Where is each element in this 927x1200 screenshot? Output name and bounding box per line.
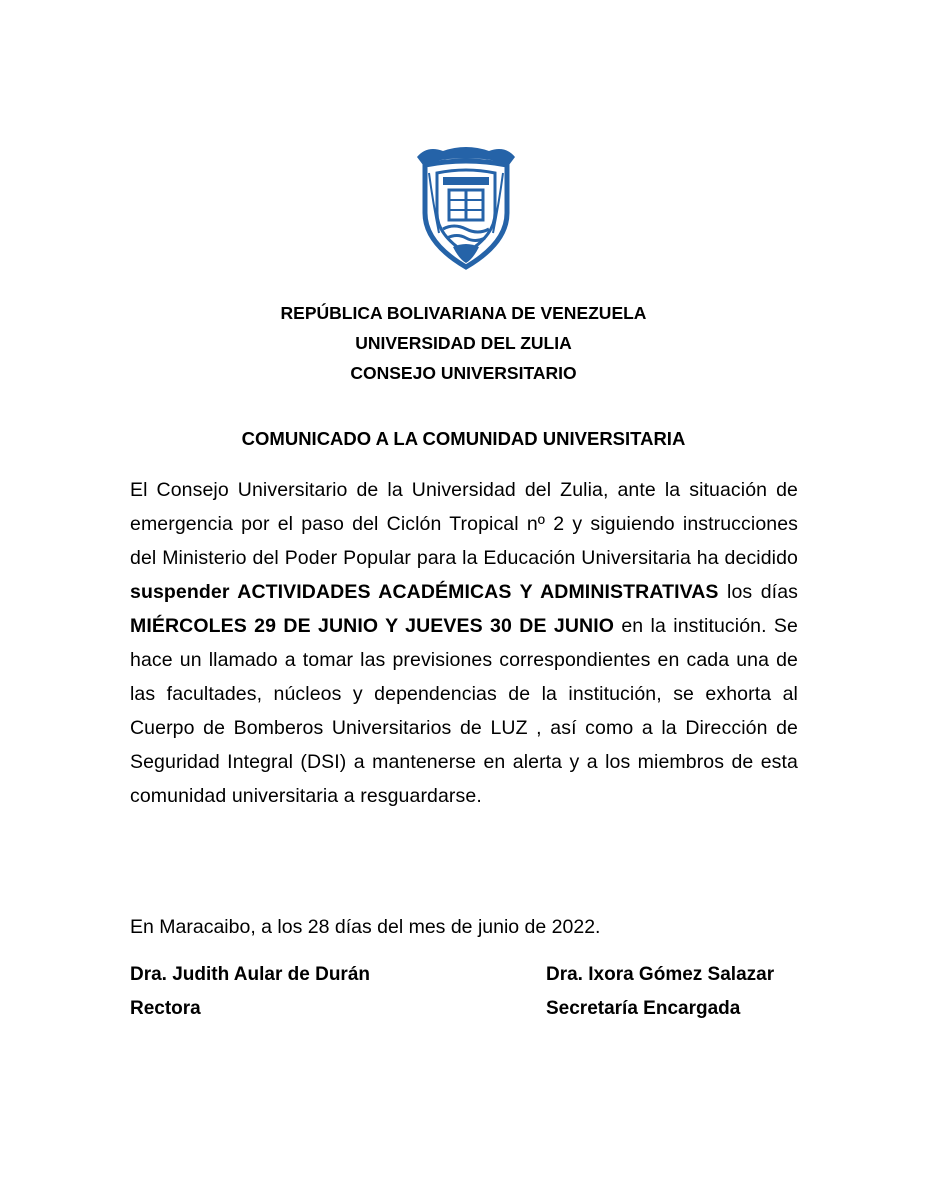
header-line-republic: REPÚBLICA BOLIVARIANA DE VENEZUELA (280, 303, 647, 323)
university-seal-icon (413, 143, 519, 273)
header-line-council: CONSEJO UNIVERSITARIO (350, 363, 577, 383)
signature-rector-name: Dra. Judith Aular de Durán (130, 964, 370, 985)
document-title: COMUNICADO A LA COMUNIDAD UNIVERSITARIA (241, 428, 686, 449)
communique-body (130, 473, 798, 813)
header-line-university: UNIVERSIDAD DEL ZULIA (355, 333, 572, 353)
body-text-2: los días (718, 581, 798, 603)
body-text-3: en la institución. Se hace un llamado a tomar las previsiones correspondientes en cada una de las facultades, núcleos y dependencias de la institución, se exhorta al Cuerpo de Bomberos Universitarios de LUZ , así como a la Dirección de Seguridad Integral (DSI) a mantenerse en alerta y a los miembros de esta comunidad universitaria a resguardarse. (130, 615, 798, 807)
university-seal-logo (413, 143, 519, 273)
body-bold-2: MIÉRCOLES 29 DE JUNIO Y JUEVES 30 DE JUNIO (130, 615, 614, 637)
closing-date-line: En Maracaibo, a los 28 días del mes de junio de 2022. (130, 916, 601, 938)
institution-header (0, 298, 927, 388)
body-text-1: El Consejo Universitario de la Universidad del Zulia, ante la situación de emergencia por el paso del Ciclón Tropical nº 2 y siguiendo instrucciones del Ministerio del Poder Popular para la Educación Universitaria ha decidido (130, 479, 798, 569)
signature-secretary-role: Secretaría Encargada (546, 998, 741, 1019)
body-bold-1: suspender ACTIVIDADES ACADÉMICAS Y ADMINISTRATIVAS (130, 581, 719, 603)
signature-rector-role: Rectora (130, 998, 201, 1019)
signature-secretary (546, 958, 774, 1026)
signature-rector (130, 958, 370, 1026)
signature-secretary-name: Dra. Ixora Gómez Salazar (546, 964, 775, 985)
